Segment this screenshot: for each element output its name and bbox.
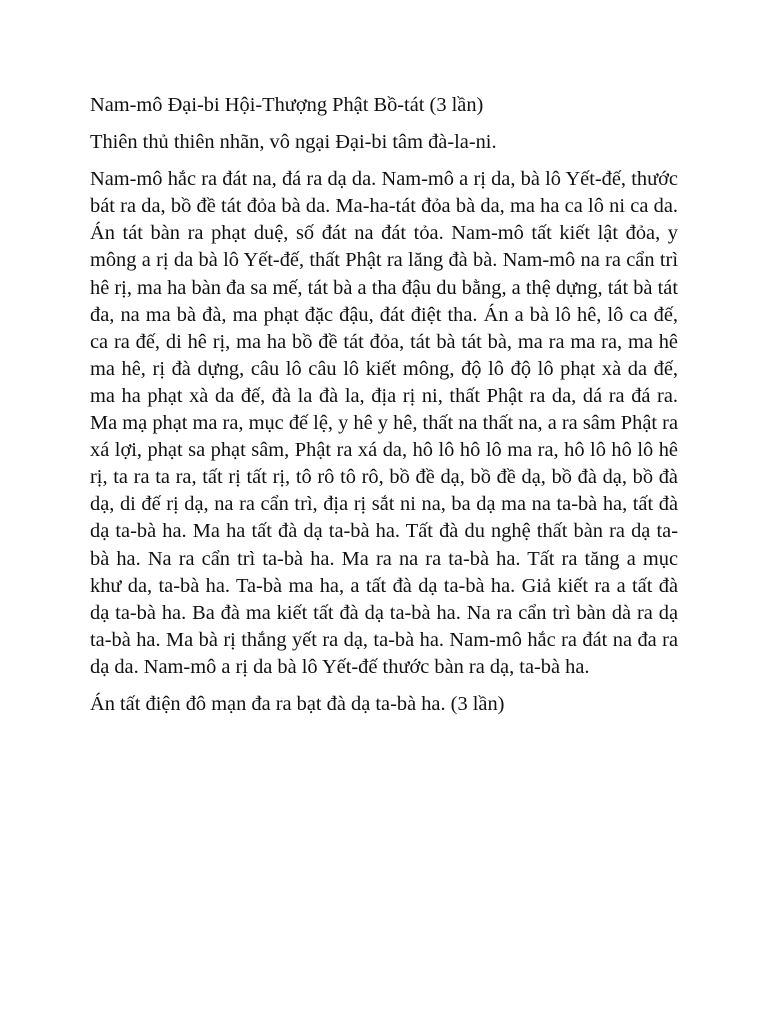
document-body: [90, 92, 678, 728]
document-heading: Nam-mô Đại-bi Hội-Thượng Phật Bồ-tát (3 lần): [90, 94, 484, 116]
mantra-paragraph: Nam-mô hắc ra đát na, đá ra dạ da. Nam-mô a rị da, bà lô Yết-đế, thước bát ra da, bồ đề tát đỏa bà da. Ma-ha-tát đỏa bà da, ma ha ca lô ni ca da. Án tát bàn ra phạt duệ, số đát na đát tỏa. Nam-mô tất kiết lật đỏa, y mông a rị da bà lô Yết-đế, thất Phật ra lăng đà bà. Nam-mô na ra cẩn trì hê rị, ma ha bàn đa sa mế, tát bà a tha đậu du bằng, a thệ dựng, tát bà tát đa, na ma bà đà, ma phạt đặc đậu, đát điệt tha. Án a bà lô hê, lô ca đế, ca ra đế, di hê rị, ma ha bồ đề tát đỏa, tát bà tát bà, ma ra ma ra, ma hê ma hê, rị đà dựng, câu lô câu lô kiết mông, độ lô độ lô phạt xà da đế, ma ha phạt xà da đế, đà la đà la, địa rị ni, thất Phật ra da, dá ra đá ra. Ma mạ phạt ma ra, mục đế lệ, y hê y hê, thất na thất na, a ra sâm Phật ra xá lợi, phạt sa phạt sâm, Phật ra xá da, hô lô hô lô ma ra, hô lô hô lô hê rị, ta ra ta ra, tất rị tất rị, tô rô tô rô, bồ đề dạ, bồ đề dạ, bồ đà dạ, bồ đà dạ, di đế rị dạ, na ra cẩn trì, địa rị sắt ni na, ba dạ ma na ta-bà ha, tất đà dạ ta-bà ha. Ma ha tất đà dạ ta-bà ha. Tất đà du nghệ thất bàn ra dạ ta-bà ha. Na ra cẩn trì ta-bà ha. Ma ra na ra ta-bà ha. Tất ra tăng a mục khư da, ta-bà ha. Ta-bà ma ha, a tất đà dạ ta-bà ha. Giả kiết ra a tất đà dạ ta-bà ha. Ba đà ma kiết tất đà dạ ta-bà ha. Na ra cẩn trì bàn dà ra dạ ta-bà ha. Ma bà rị thắng yết ra dạ, ta-bà ha. Nam-mô hắc ra đát na đa ra dạ da. Nam-mô a rị da bà lô Yết-đế thước bàn ra dạ, ta-bà ha.: [90, 168, 678, 678]
intro-line: Thiên thủ thiên nhãn, vô ngại Đại-bi tâm đà-la-ni.: [90, 131, 497, 154]
closing-line: Án tất điện đô mạn đa ra bạt đà dạ ta-bà ha. (3 lần): [90, 692, 505, 715]
